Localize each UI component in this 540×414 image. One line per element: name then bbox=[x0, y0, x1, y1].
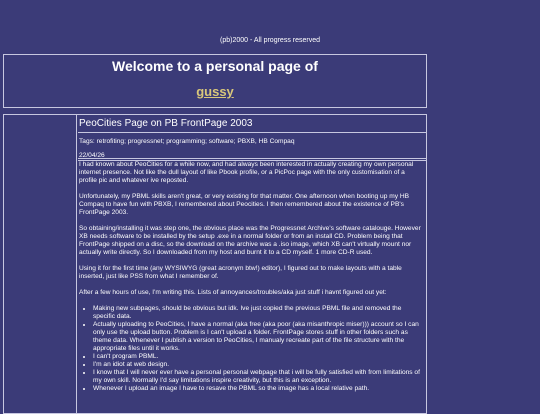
header-panel bbox=[3, 54, 427, 108]
main-content bbox=[78, 115, 426, 413]
post-paragraph: Using it for the first time (any WYSIWYG (great acronym btw!) editor), I figured out to make layouts with a table inserted, just like PSS from what I remember of. bbox=[79, 265, 402, 280]
username-link[interactable]: gussy bbox=[196, 84, 234, 99]
post-date: 22/04/26 bbox=[79, 152, 105, 159]
content-panel bbox=[3, 114, 427, 414]
post-paragraph: I had known about PeoCities for a while now, and had always been interested in actually creating my own personal internet presence. Not like the dull layout of like Pbook profile, or a PicPoc page with the only customisation of a profile pic and whatever ive reposted. bbox=[79, 161, 414, 184]
annoyances-list bbox=[79, 305, 424, 393]
list-item: • I know that I will never ever have a personal personal webpage that i will be fully satisfied with from limitations of my own skill. Normally I'd say limitations inspire creativity, but this is an exception. bbox=[93, 369, 424, 385]
list-item: • Actually uploading to PeoCities, I have a normal (aka free (aka poor (aka misanthropic miser))) account so I can only use the upload button. Problem is I can't upload a folder. FrontPage stores stuff in other folders such as theme data. Whenever I publish a version to PeoCities, I manualy recreate part of the file structure with the appropriate files until it works. bbox=[93, 321, 424, 353]
post-tags: Tags: retrofiting; progressnet; programming; software; PBXB, HB Compaq bbox=[78, 134, 426, 159]
post-paragraph: After a few hours of use, I'm writing this. Lists of annoyances/troubles/aka just stuff i havnt figured out yet: bbox=[79, 289, 387, 296]
post-body bbox=[78, 160, 426, 393]
site-banner: (pb)2000 - All progress reserved bbox=[220, 37, 320, 44]
post-paragraph: Unfortunately, my PBML skills aren't great, or very existing for that matter. One afternoon when booting up my HB Compaq to have fun with PBXB, I remembered about Peocities. I then remembered about the existence of PB's FrontPage 2003. bbox=[79, 193, 409, 216]
post-paragraph: So obtaining/installing it was step one, the obvious place was the Progressnet Archive's software catalouge. However XB needs software to be installed by the setup .exe in a normal folder or from an install CD. Problem being that FrontPage shipped on a disc, so the download on the archive was a .iso image, which XB can't virtually mount nor actually write directly. So I downloaded from my host and burnt it to a CD myself. 1 more CD-R used. bbox=[79, 225, 421, 256]
post-title: PeoCities Page on PB FrontPage 2003 bbox=[78, 115, 426, 133]
list-item: • Making new subpages, should be obvious but idk. Ive just copied the previous PBML file and removed the specific data. bbox=[93, 305, 424, 321]
list-item: • I'm an idiot at web design. bbox=[93, 361, 424, 369]
list-item: • I can't program PBML. bbox=[93, 353, 424, 361]
sidebar bbox=[4, 115, 77, 413]
page-title: Welcome to a personal page of bbox=[112, 58, 318, 74]
list-item: • Whenever I upload an image I have to resave the PBML so the image has a local relative path. bbox=[93, 385, 424, 393]
